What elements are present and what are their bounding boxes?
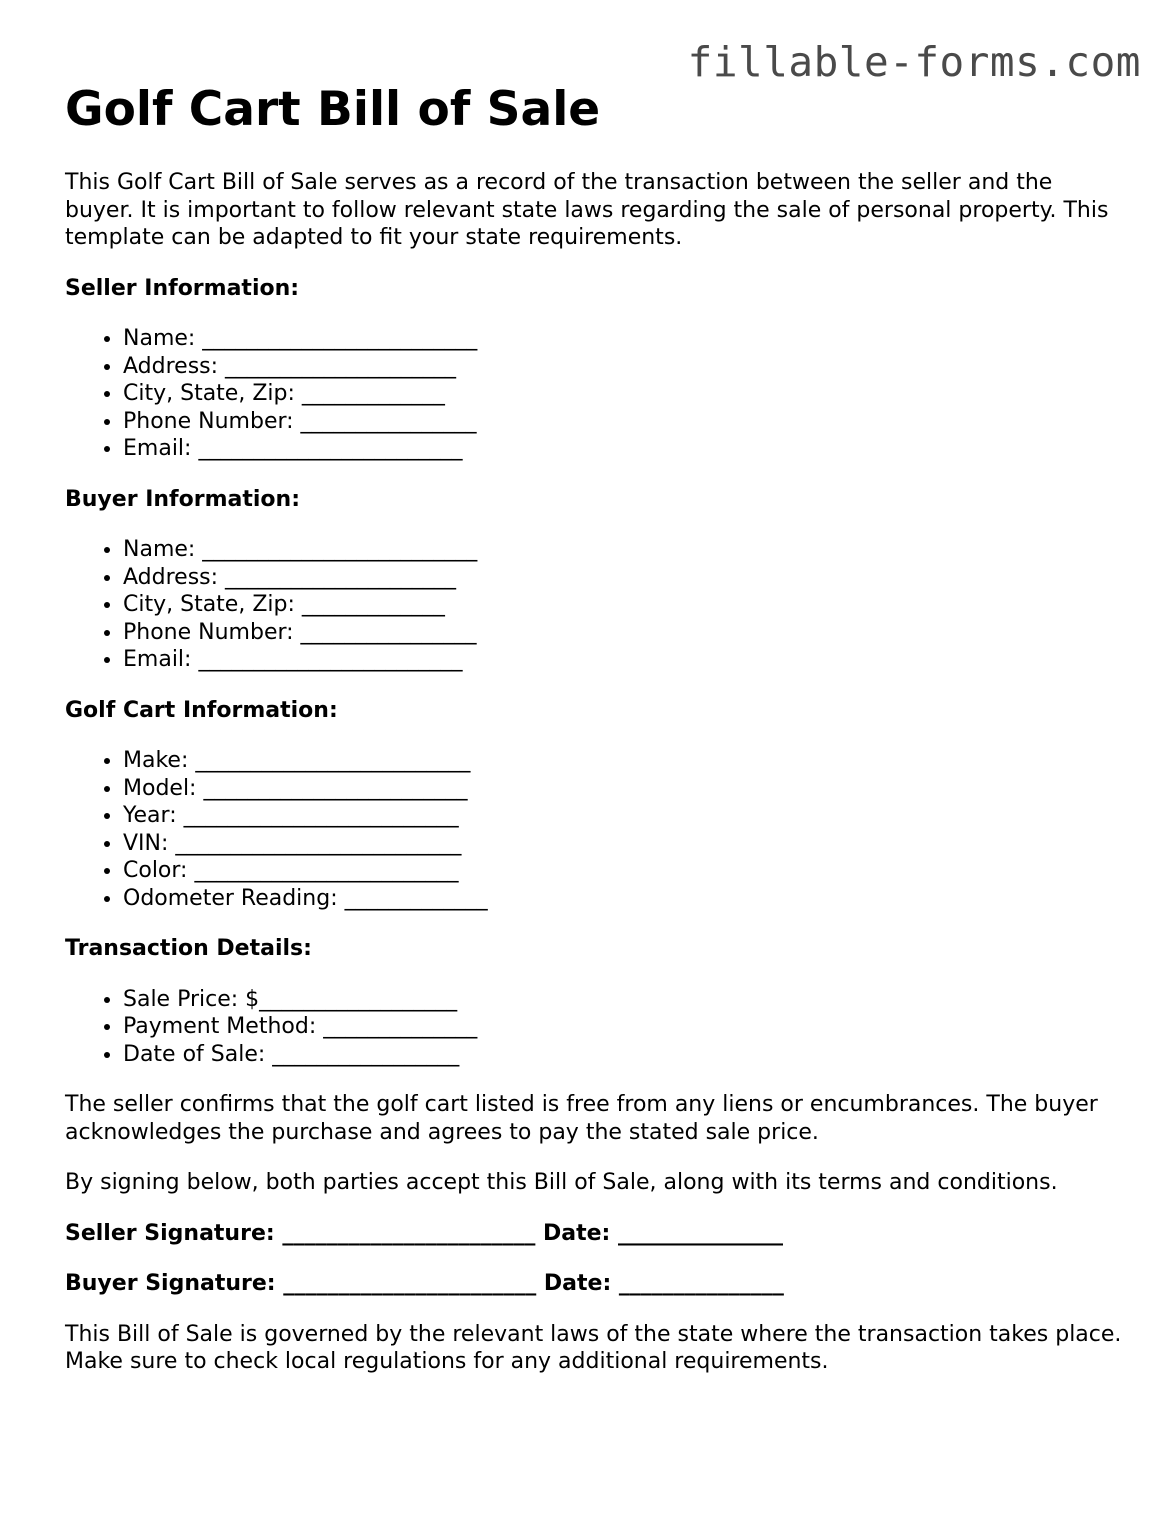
buyer-name-field[interactable]: • Name: _________________________: [123, 536, 1125, 564]
cart-odometer-field[interactable]: • Odometer Reading: _____________: [123, 885, 1125, 913]
seller-heading: Seller Information:: [65, 275, 300, 301]
accept-paragraph: By signing below, both parties accept this Bill of Sale, along with its terms and conditions.: [65, 1170, 1058, 1195]
seller-email-field[interactable]: • Email: ________________________: [123, 435, 1125, 463]
watermark: fillable-forms.com: [687, 38, 1141, 86]
cart-heading: Golf Cart Information:: [65, 697, 338, 723]
seller-city-state-zip-field[interactable]: • City, State, Zip: _____________: [123, 380, 1125, 408]
buyer-email-field[interactable]: • Email: ________________________: [123, 646, 1125, 674]
buyer-city-state-zip-field[interactable]: • City, State, Zip: _____________: [123, 591, 1125, 619]
payment-method-field[interactable]: • Payment Method: ______________: [123, 1013, 1125, 1041]
seller-name-field[interactable]: • Name: _________________________: [123, 325, 1125, 353]
seller-signature-line[interactable]: Seller Signature: _______________________ Date: _______________: [65, 1220, 783, 1246]
transaction-heading: Transaction Details:: [65, 936, 312, 961]
seller-fields: [65, 325, 1125, 463]
cart-vin-field[interactable]: • VIN: __________________________: [123, 830, 1125, 858]
buyer-signature-line[interactable]: Buyer Signature: _______________________ Date: _______________: [65, 1271, 784, 1296]
seller-phone-field[interactable]: • Phone Number: ________________: [123, 408, 1125, 436]
governing-paragraph: This Bill of Sale is governed by the relevant laws of the state where the transaction takes place. Make sure to check local regulations for any additional requirements.: [65, 1321, 1122, 1374]
buyer-heading: Buyer Information:: [65, 486, 300, 512]
cart-fields: [65, 747, 1125, 912]
seller-address-field[interactable]: • Address: _____________________: [123, 353, 1125, 381]
buyer-fields: [65, 536, 1125, 674]
buyer-address-field[interactable]: • Address: _____________________: [123, 564, 1125, 592]
date-of-sale-field[interactable]: • Date of Sale: _________________: [123, 1041, 1125, 1069]
cart-model-field[interactable]: • Model: ________________________: [123, 775, 1125, 803]
intro-paragraph: This Golf Cart Bill of Sale serves as a record of the transaction between the seller and the buyer. It is important to follow relevant state laws regarding the sale of personal property. This template can be adapted to fit your state requirements.: [65, 170, 1109, 250]
page-title: Golf Cart Bill of Sale: [65, 82, 601, 137]
buyer-phone-field[interactable]: • Phone Number: ________________: [123, 619, 1125, 647]
document-page: [65, 80, 1125, 1376]
cart-make-field[interactable]: • Make: _________________________: [123, 747, 1125, 775]
sale-price-field[interactable]: • Sale Price: $__________________: [123, 986, 1125, 1014]
cart-color-field[interactable]: • Color: ________________________: [123, 857, 1125, 885]
confirm-paragraph: The seller confirms that the golf cart listed is free from any liens or encumbrances. The buyer acknowledges the purchase and agrees to pay the stated sale price.: [65, 1092, 1098, 1145]
transaction-fields: [65, 986, 1125, 1069]
cart-year-field[interactable]: • Year: _________________________: [123, 802, 1125, 830]
